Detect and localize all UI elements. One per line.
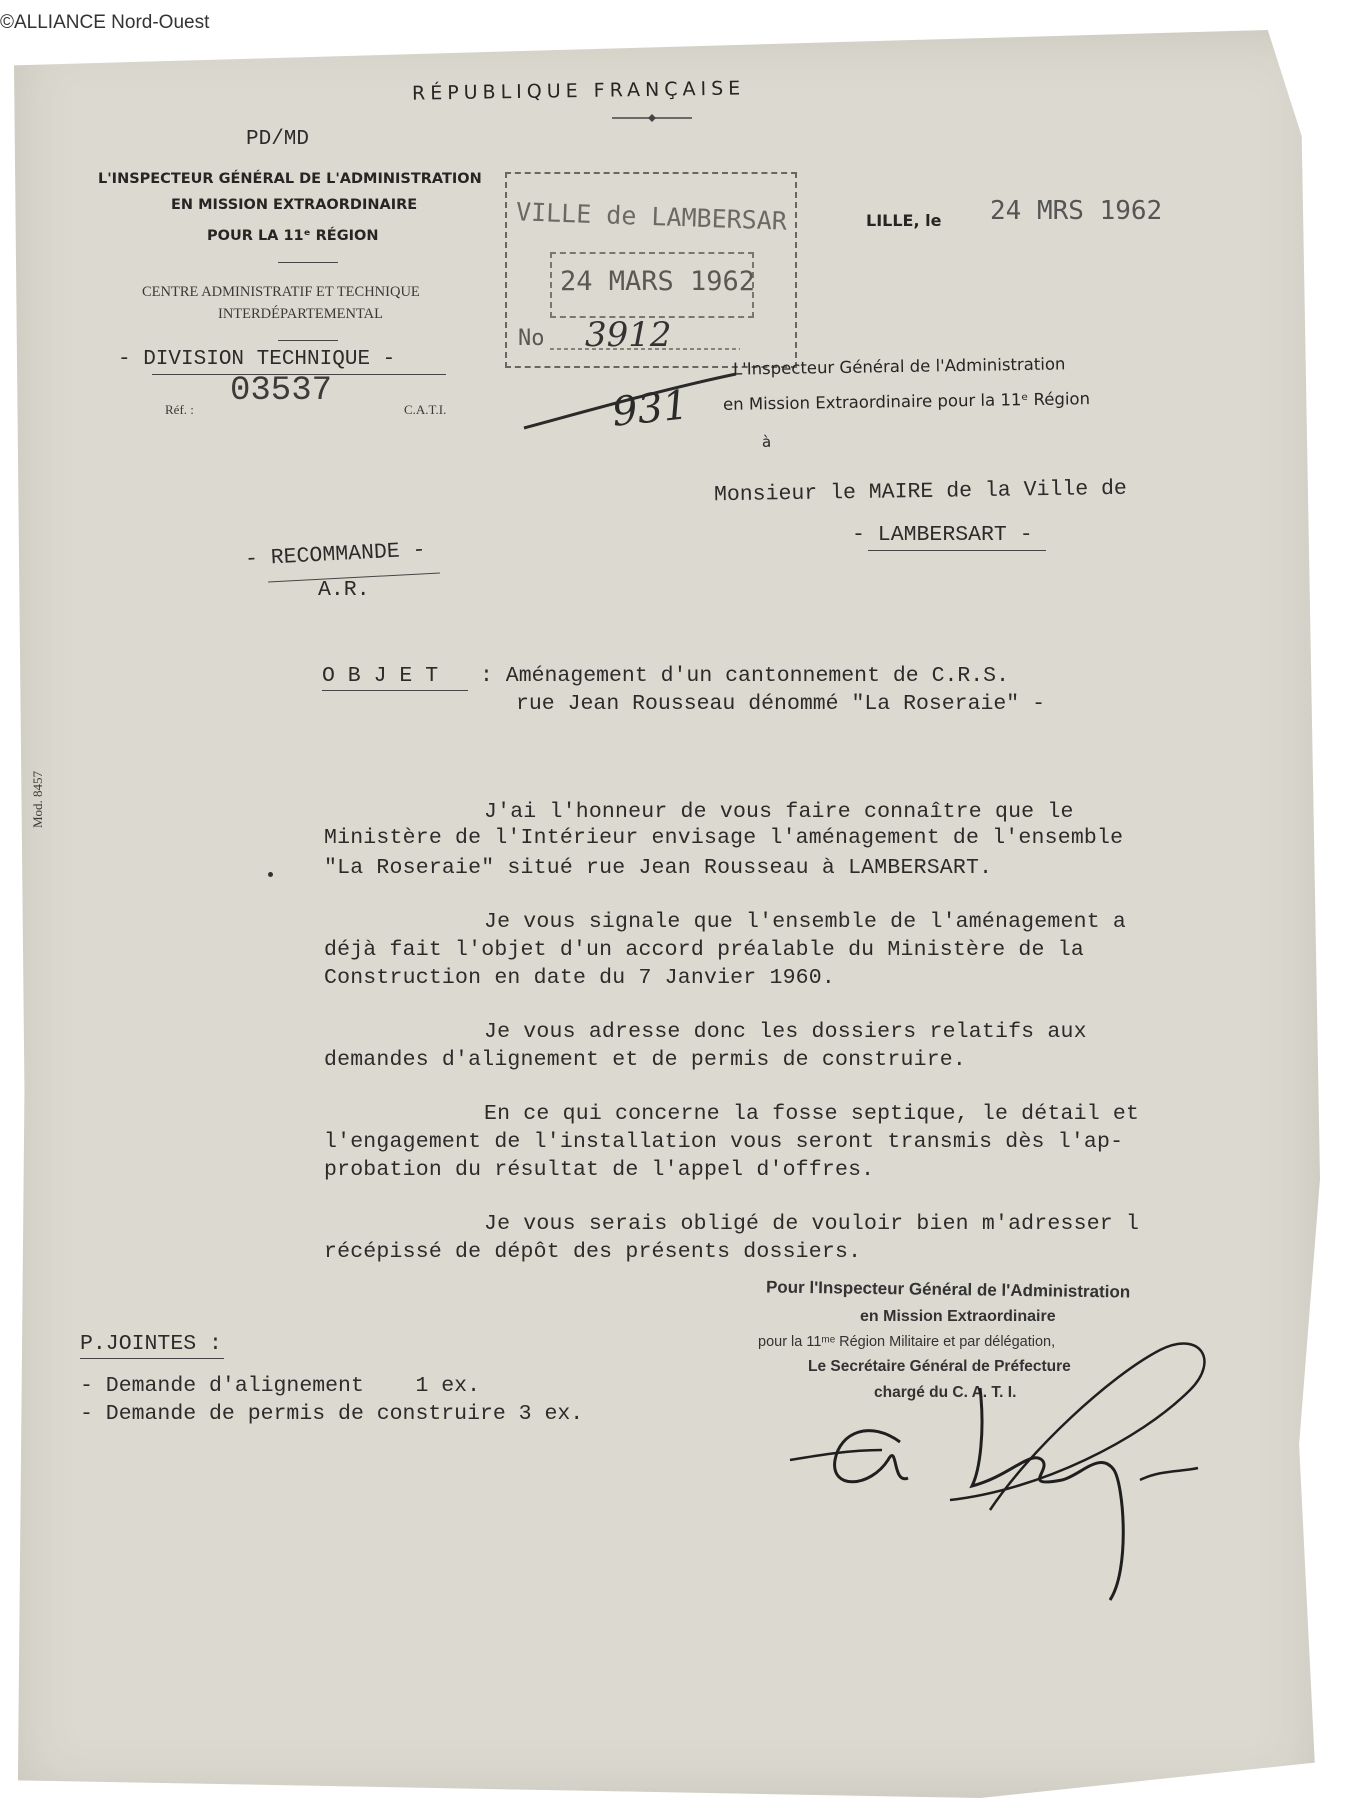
body-line-5: déjà fait l'objet d'un accord préalable du Ministère de la xyxy=(324,938,1084,962)
signature-line-3: pour la 11ᵐᵉ Région Militaire et par délégation, xyxy=(758,1334,1056,1350)
signature-line-4: Le Secrétaire Général de Préfecture xyxy=(808,1358,1071,1375)
recipient-city-underline xyxy=(868,550,1046,551)
initials: PD/MD xyxy=(246,128,310,151)
letterhead-divider-1 xyxy=(278,262,338,263)
body-line-10: l'engagement de l'installation vous seront transmis dès l'ap- xyxy=(324,1130,1124,1154)
recipient-city: - LAMBERSART - xyxy=(852,523,1033,547)
enclosure-item-2: - Demande de permis de construire 3 ex. xyxy=(80,1402,584,1426)
mailing-ar: A.R. xyxy=(318,578,370,602)
margin-number: 931 xyxy=(609,382,691,436)
ref-label: Réf. : xyxy=(165,402,194,417)
sender-line-2: en Mission Extraordinaire pour la 11ᵉ Région xyxy=(722,389,1091,414)
cati-label: C.A.T.I. xyxy=(404,402,447,417)
place-label: LILLE, le xyxy=(866,211,942,230)
enclosure-item-1: - Demande d'alignement 1 ex. xyxy=(80,1374,480,1398)
body-line-6: Construction en date du 7 Janvier 1960. xyxy=(324,966,835,990)
handwritten-signature xyxy=(780,1310,1240,1610)
margin-dot xyxy=(268,872,273,877)
enclosures-label: P.JOINTES : xyxy=(80,1332,222,1356)
letterhead-divider-2 xyxy=(278,340,338,341)
body-line-7: Je vous adresse donc les dossiers relatifs aux xyxy=(484,1020,1087,1044)
body-line-12: Je vous serais obligé de vouloir bien m'adresser l xyxy=(484,1212,1140,1236)
country-heading: RÉPUBLIQUE FRANÇAISE xyxy=(411,77,746,105)
body-line-13: récépissé de dépôt des présents dossiers. xyxy=(324,1240,862,1264)
body-line-8: demandes d'alignement et de permis de construire. xyxy=(324,1048,967,1072)
stamp-underline xyxy=(550,346,740,352)
stamp-number-value: 3912 xyxy=(585,315,672,355)
recipient-line-1: Monsieur le MAIRE de la Ville de xyxy=(713,476,1128,508)
issuer-line-3: POUR LA 11ᵉ RÉGION xyxy=(207,228,379,244)
body-line-4: Je vous signale que l'ensemble de l'aménagement a xyxy=(484,910,1127,934)
signature-line-1: Pour l'Inspecteur Général de l'Administration xyxy=(765,1277,1131,1302)
signature-line-5: chargé du C. A. T. I. xyxy=(874,1384,1017,1401)
heading-ornament xyxy=(612,112,692,124)
centre-line-1: CENTRE ADMINISTRATIF ET TECHNIQUE xyxy=(142,284,420,300)
centre-line-2: INTERDÉPARTEMENTAL xyxy=(218,306,383,322)
letter-date: 24 MRS 1962 xyxy=(990,196,1163,226)
margin-form-mark: Mod. 8457 xyxy=(30,770,45,828)
signature-line-2: en Mission Extraordinaire xyxy=(860,1308,1056,1325)
sender-to: à xyxy=(762,433,772,451)
stamp-town: VILLE de LAMBERSAR xyxy=(515,197,788,236)
body-line-11: probation du résultat de l'appel d'offres. xyxy=(324,1158,875,1182)
subject-label-underline xyxy=(322,690,468,691)
division-heading: - DIVISION TECHNIQUE - xyxy=(118,348,396,371)
body-line-9: En ce qui concerne la fosse septique, le détail et xyxy=(484,1102,1140,1126)
stamp-date: 24 MARS 1962 xyxy=(560,266,756,297)
body-line-3: "La Roseraie" situé rue Jean Rousseau à LAMBERSART. xyxy=(324,856,993,880)
watermark: ©ALLIANCE Nord-Ouest xyxy=(0,12,210,33)
enclosures-underline xyxy=(80,1358,224,1359)
body-line-2: Ministère de l'Intérieur envisage l'aménagement de l'ensemble xyxy=(324,826,1124,850)
issuer-line-1: L'INSPECTEUR GÉNÉRAL DE L'ADMINISTRATION xyxy=(98,171,482,187)
subject-line-2: rue Jean Rousseau dénommé "La Roseraie" - xyxy=(516,692,1045,716)
subject-label: O B J E T xyxy=(322,664,439,688)
issuer-line-2: EN MISSION EXTRAORDINAIRE xyxy=(171,197,418,213)
body-line-1: J'ai l'honneur de vous faire connaître que le xyxy=(484,800,1074,824)
stamp-number-label: No xyxy=(518,326,545,351)
sender-line-1: L'Inspecteur Général de l'Administration xyxy=(732,354,1066,379)
ref-number: 03537 xyxy=(230,372,333,410)
subject-line-1: : Aménagement d'un cantonnement de C.R.S. xyxy=(480,664,1009,688)
mailing-mode: - RECOMMANDE - xyxy=(244,538,427,572)
